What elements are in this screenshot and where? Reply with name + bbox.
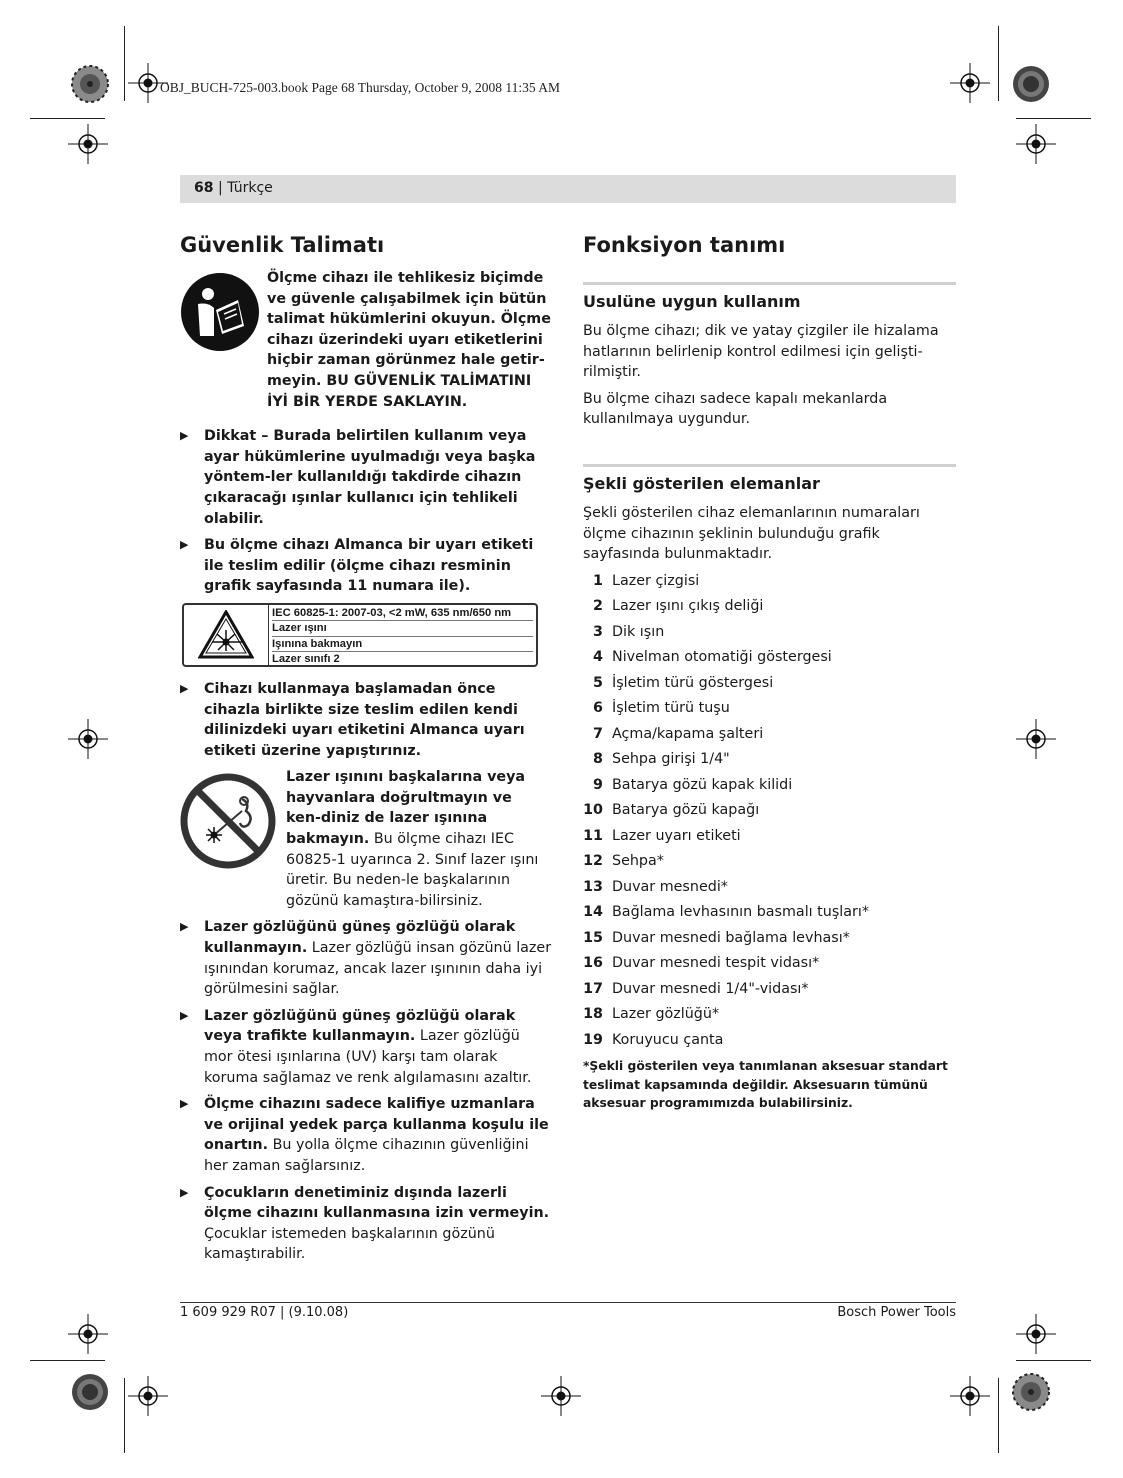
crop-line [998, 26, 999, 101]
registration-mark-icon [1016, 124, 1056, 164]
item-number: 3 [593, 623, 603, 640]
item-number: 16 [583, 955, 603, 972]
bullet-normal: Çocuklar istemeden başkalarının gözünü kamaştırabilir. [204, 1225, 495, 1263]
section-divider [583, 282, 956, 285]
item-number: 10 [583, 802, 603, 819]
list-item [583, 671, 956, 697]
item-label: Dik ışın [612, 623, 665, 640]
bullet-arrow-icon: ▶ [180, 920, 189, 934]
label-line: IEC 60825-1: 2007-03, <2 mW, 635 nm/650 nm [272, 606, 533, 622]
bullet-text [204, 917, 552, 999]
footer-brand: Bosch Power Tools [837, 1305, 956, 1320]
left-column [180, 230, 552, 1271]
list-item [583, 1028, 956, 1054]
item-label: Lazer çizgisi [612, 572, 700, 589]
list-item [583, 977, 956, 1003]
item-label: Bağlama levhasının basmalı tuşları* [612, 904, 870, 921]
registration-mark-icon [68, 124, 108, 164]
laser-caution-bold: Lazer ışınını başkalarına veya hayvanlara doğrultmayın ve ken-diniz de lazer ışınına bakmayın. [286, 769, 526, 848]
label-line: Lazer ışını [272, 621, 533, 637]
crop-line [124, 26, 125, 101]
laser-warning-label [182, 603, 538, 667]
bullet-item [180, 535, 552, 597]
safety-intro [180, 272, 552, 412]
footer-divider [180, 1302, 956, 1303]
bullet-text: Bu ölçme cihazı Almanca bir uyarı etiketi ile teslim edilir (ölçme cihazı resminin grafik sayfasında 11 numara ile). [204, 537, 534, 595]
bullet-item [180, 1006, 552, 1088]
file-header: OBJ_BUCH-725-003.book Page 68 Thursday, October 9, 2008 11:35 AM [160, 80, 560, 95]
item-label: Duvar mesnedi tespit vidası* [612, 955, 820, 972]
no-laser-eye-icon [180, 773, 276, 869]
bullet-item [180, 1094, 552, 1176]
list-item [583, 569, 956, 595]
list-item [583, 594, 956, 620]
bullet-bold: Çocukların denetiminiz dışında lazerli ölçme cihazını kullanmasına izin vermeyin. [204, 1184, 550, 1222]
function-title: Fonksiyon tanımı [583, 233, 786, 257]
intended-use-text: Bu ölçme cihazı; dik ve yatay çizgiler ile hizalama hatlarının belirlenip kontrol edilmesi için gelişti-rilmiştir. [583, 323, 939, 381]
read-manual-icon [180, 272, 260, 352]
label-line: Işınına bakmayın [272, 637, 533, 653]
item-number: 13 [583, 878, 603, 895]
page-number: 68 [194, 180, 214, 196]
crop-line [998, 1378, 999, 1453]
registration-mark-icon [68, 1314, 108, 1354]
bullet-arrow-icon: ▶ [180, 681, 189, 695]
item-label: Sehpa* [612, 853, 664, 870]
laser-caution [180, 767, 552, 911]
intended-use-heading: Usulüne uygun kullanım [583, 292, 801, 311]
components-heading: Şekli gösterilen elemanlar [583, 473, 820, 493]
list-item [583, 620, 956, 646]
list-item [583, 722, 956, 748]
registration-mark-icon [541, 1376, 581, 1416]
color-wheel-icon [1011, 1372, 1051, 1412]
list-item [583, 645, 956, 671]
item-label: Duvar mesnedi* [612, 878, 728, 895]
page-separator: | [217, 180, 223, 196]
registration-mark-icon [1016, 719, 1056, 759]
bullet-item [180, 679, 552, 761]
item-number: 1 [593, 572, 603, 589]
item-number: 12 [583, 853, 603, 870]
footer-doc-number: 1 609 929 R07 | (9.10.08) [180, 1305, 349, 1320]
item-label: Nivelman otomatiği göstergesi [612, 649, 832, 666]
registration-mark-icon [128, 1376, 168, 1416]
list-item [583, 824, 956, 850]
item-label: Açma/kapama şalteri [612, 725, 764, 742]
label-line: Lazer sınıfı 2 [272, 653, 340, 666]
list-item [583, 849, 956, 875]
warning-label-text [269, 605, 536, 665]
color-wheel-icon [1011, 64, 1051, 104]
item-label: Lazer ışını çıkış deliği [612, 598, 764, 615]
bullet-arrow-icon: ▶ [180, 538, 189, 552]
bullet-arrow-icon: ▶ [180, 429, 189, 443]
color-wheel-icon [70, 1372, 110, 1412]
list-item [583, 926, 956, 952]
list-item [583, 951, 956, 977]
item-number: 9 [593, 776, 603, 793]
laser-caution-text [286, 767, 550, 911]
bullet-arrow-icon: ▶ [180, 1185, 189, 1199]
list-item [583, 696, 956, 722]
item-label: İşletim türü göstergesi [612, 674, 774, 691]
item-number: 6 [593, 700, 603, 717]
item-label: Batarya gözü kapağı [612, 802, 760, 819]
item-label: Lazer uyarı etiketi [612, 827, 741, 844]
registration-mark-icon [950, 63, 990, 103]
crop-line [30, 118, 105, 119]
bullet-text [204, 1183, 552, 1265]
item-number: 18 [583, 1006, 603, 1023]
list-item [583, 798, 956, 824]
bullet-text [204, 1094, 552, 1176]
item-number: 5 [593, 674, 603, 691]
bullet-bold: Ölçme cihazını sadece kalifiye uzmanlara ve orijinal yedek parça kullanma koşulu ile onartın. [204, 1096, 549, 1154]
item-number: 4 [593, 649, 603, 666]
item-label: Duvar mesnedi 1/4"-vidası* [612, 980, 809, 997]
accessory-footnote: *Şekli gösterilen veya tanımlanan aksesuar standart teslimat kapsamında değildir. Aksesuarın tümünü aksesuar programımızda bulabilirsiniz. [583, 1059, 948, 1111]
list-item [583, 1002, 956, 1028]
safety-title: Güvenlik Talimatı [180, 233, 385, 257]
crop-line [1016, 118, 1091, 119]
bullet-text: Cihazı kullanmaya başlamadan önce cihazla birlikte size teslim edilen kendi dilinizdeki uyarı etiketini Almanca uyarı etiketi üzerine yapıştırınız. [204, 680, 525, 759]
section-divider [583, 464, 956, 467]
bullet-arrow-icon: ▶ [180, 1097, 189, 1111]
bullet-item [180, 1183, 552, 1265]
bullet-bold: Lazer gözlüğünü güneş gözlüğü olarak veya trafikte kullanmayın. [204, 1007, 516, 1045]
registration-mark-icon [1016, 1314, 1056, 1354]
item-label: Duvar mesnedi bağlama levhası* [612, 929, 850, 946]
bullet-normal: Bu yolla ölçme cihazının güvenliğini her zaman sağlarsınız. [204, 1137, 529, 1174]
page-header [180, 175, 956, 203]
bullet-bold: Lazer gözlüğünü güneş gözlüğü olarak kullanmayın. [204, 919, 516, 957]
laser-warning-icon [184, 605, 269, 665]
page-language: Türkçe [227, 180, 273, 196]
laser-caution-normal: Bu ölçme cihazı IEC 60825-1 uyarınca 2. Sınıf lazer ışını üretir. Bu neden-le başkalarının gözünü kamaştıra-bilirsiniz. [286, 831, 539, 909]
components-intro: Şekli gösterilen cihaz elemanlarının numaraları ölçme cihazının şeklinin bulunduğu grafik sayfasında bulunmaktadır. [583, 504, 920, 563]
right-column [583, 230, 956, 1113]
components-list [583, 569, 956, 1054]
bullet-normal: Lazer gözlüğü insan gözünü lazer ışınından korumaz, ancak lazer ışınının daha iyi görülmesini sağlar. [204, 940, 552, 998]
bullet-item [180, 426, 552, 529]
bullet-text: Dikkat – Burada belirtilen kullanım veya ayar hükümlerine uyulmadığı veya başka yöntem-ler kullanıldığı takdirde cihazın çıkaracağı ışınlar kullanıcı için tehlikeli olabilir. [204, 428, 536, 527]
bullet-arrow-icon: ▶ [180, 1008, 189, 1022]
item-label: Sehpa girişi 1/4" [612, 751, 730, 768]
color-wheel-icon [70, 64, 110, 104]
item-number: 8 [593, 751, 603, 768]
registration-mark-icon [68, 719, 108, 759]
list-item [583, 773, 956, 799]
item-number: 17 [583, 980, 603, 997]
crop-line [30, 1360, 105, 1361]
bullet-text [204, 1006, 552, 1088]
safety-intro-text: Ölçme cihazı ile tehlikesiz biçimde ve güvenle çalışabilmek için bütün talimat hükümlerini okuyun. Ölçme cihazı üzerindeki uyarı etiketlerini hiçbir zaman görünmez hale getir-meyin. BU GÜVENLİK TALİMATINI İYİ BİR YERDE SAKLAYIN. [267, 270, 551, 410]
item-number: 14 [583, 904, 603, 921]
intended-use-text: Bu ölçme cihazı sadece kapalı mekanlarda kullanılmaya uygundur. [583, 390, 888, 428]
item-label: Lazer gözlüğü* [612, 1006, 720, 1023]
item-number: 7 [593, 725, 603, 742]
item-number: 15 [583, 929, 603, 946]
item-label: Koruyucu çanta [612, 1031, 724, 1048]
list-item [583, 900, 956, 926]
registration-mark-icon [950, 1376, 990, 1416]
bullet-normal: Lazer gözlüğü mor ötesi ışınlarına (UV) karşı tam olarak koruma sağlamaz ve renk algılamasını azaltır. [204, 1028, 532, 1086]
item-number: 19 [583, 1031, 603, 1048]
crop-line [124, 1378, 125, 1453]
bullet-item [180, 917, 552, 999]
item-label: İşletim türü tuşu [612, 700, 730, 717]
list-item [583, 875, 956, 901]
list-item [583, 747, 956, 773]
item-number: 2 [593, 598, 603, 615]
item-label: Batarya gözü kapak kilidi [612, 776, 793, 793]
item-number: 11 [583, 827, 603, 844]
crop-line [1016, 1360, 1091, 1361]
